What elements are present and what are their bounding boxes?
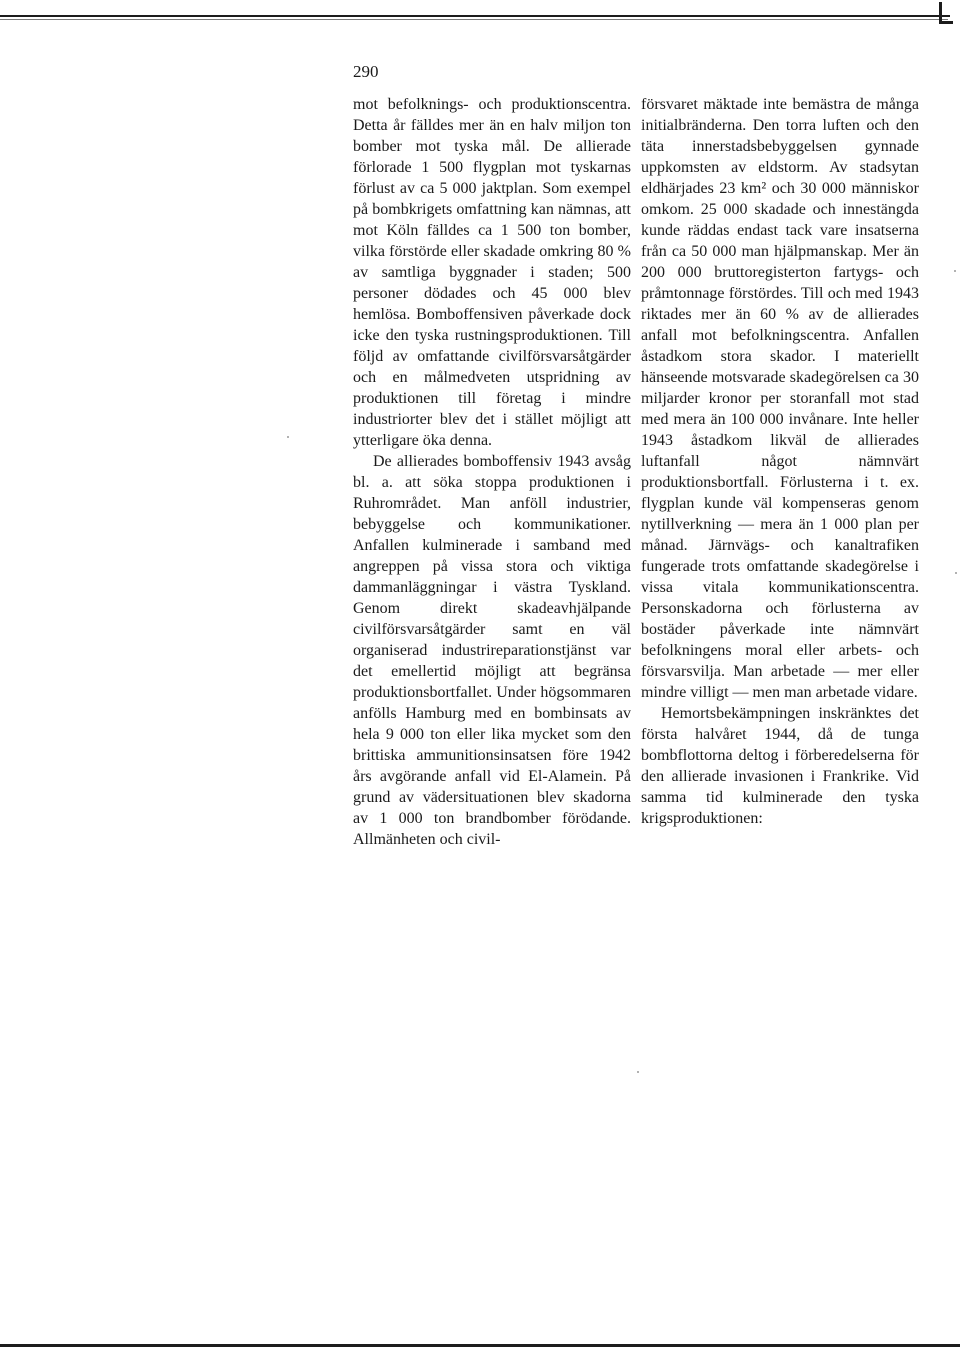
scan-speck bbox=[637, 1071, 639, 1073]
scan-speck bbox=[287, 436, 289, 438]
top-border-rule bbox=[0, 15, 950, 17]
left-text-column bbox=[353, 94, 631, 850]
bottom-border-rule bbox=[0, 1344, 960, 1347]
scan-speck bbox=[954, 270, 956, 272]
scan-corner-mark bbox=[939, 2, 953, 24]
right-paragraph-1: försvaret mäktade inte bemästra de många initialbränderna. Den torra luften och den täta innerstadsbebyggelsen gynnade uppkomsten av eldstorm. Av stadsytan eldhärjades 23 km² och 30 000 människor omkom. 25 000 skadade och innestängda kunde räddas endast tack vare insatserna från ca 50 000 man hjälpmanskap. Mer än 200 000 bruttoregisterton fartygs- och pråmtonnage förstördes. Till och med 1943 riktades mer än 60 % av de allierades anfall mot befolkningscentra. Anfallen åstadkom stora skador. I materiellt hänseende motsvarade skadegörelsen ca 30 miljarder kronor per storanfall mot stad med mera än 100 000 invånare. Inte heller 1943 åstadkom likväl de allierades luftanfall något nämnvärt produktionsbortfall. Förlusterna i t. ex. flygplan kunde väl kompenseras genom nytillverkning — mera än 1 000 plan per månad. Järnvägs- och kanaltrafiken fungerade trots omfattande skadegörelse i vissa vitala kommunikationscentra. Personskadorna och förlusterna av bostäder påverkade inte nämnvärt befolkningens moral eller arbets- och försvarsvilja. Man arbetade — mer eller mindre villigt — men man arbetade vidare. bbox=[641, 96, 919, 701]
left-paragraph-2: De allierades bomboffensiv 1943 avsåg bl. a. att söka stoppa produktionen i Ruhrområdet. Man anföll industrier, bebyggelse och kommunikationer. Anfallen kulminerade i samband med angreppen på vissa stora och viktiga dammanläggningar i västra Tyskland. Genom direkt skadeavhjälpande civilförsvarsåtgärder samt en väl organiserad industrireparationstjänst var det emellertid möjligt att begränsa produktionsbortfallet. Under högsommaren anfölls Hamburg med en bombinsats av hela 9 000 ton eller lika mycket som den brittiska ammunitionsinsatsen före 1942 års avgörande anfall vid El-Alamein. På grund av vädersituationen blev skadorna av 1 000 ton brandbomber förödande. Allmänheten och civil- bbox=[353, 453, 631, 848]
scan-speck bbox=[955, 572, 957, 574]
right-text-column bbox=[641, 94, 919, 829]
left-paragraph-1: mot befolknings- och produktionscentra. Detta år fälldes mer än en halv miljon ton bomber mot tyska mål. De allierade förlorade 1 500 flygplan mot tyskarnas förlust av ca 5 000 jaktplan. Som exempel på bombkrigets omfattning kan nämnas, att mot Köln fälldes ca 1 500 ton bomber, vilka förstörde eller skadade omkring 80 % av samtliga byggnader i staden; 500 personer dödades och 45 000 blev hemlösa. Bomboffensiven påverkade dock icke den tyska rustningsproduktionen. Till följd av omfattande civilförsvarsåtgärder och en målmedveten utspridning av produktionen till företag i mindre industriorter blev det i stället möjligt att ytterligare öka denna. bbox=[353, 96, 631, 449]
right-paragraph-2: Hemortsbekämpningen inskränktes det första halvåret 1944, då de tunga bombflottorna deltog i förberedelserna för den allierade invasionen i Frankrike. Vid samma tid kulminerade den tyska krigsproduktionen: bbox=[641, 705, 919, 827]
top-border-rule-thin bbox=[0, 19, 948, 20]
page-number: 290 bbox=[353, 62, 379, 81]
